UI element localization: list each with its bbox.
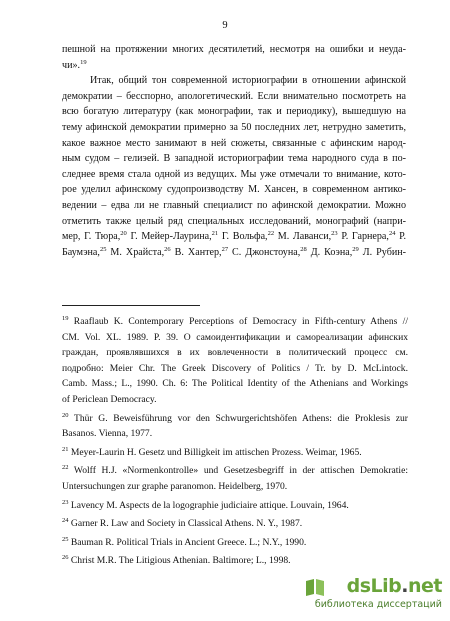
text-run: подробно: Meier Chr. The Greek Discovery of Politics / Tr. by D. McLintock. <box>62 362 408 374</box>
text-run: рое уделил афинскому судопроизводству М. Хансен, в современном антико- <box>62 184 406 196</box>
text-run: В. Хантер, <box>170 246 222 258</box>
footnote-separator <box>62 305 200 306</box>
footnote-ref: 19 <box>80 58 87 66</box>
footnote-ref: 28 <box>300 245 307 253</box>
footnote-ref: 24 <box>388 230 396 238</box>
footnote-ref: 21 <box>211 230 219 238</box>
footnote-ref: 24 <box>62 517 69 525</box>
footnote-ref: 27 <box>221 245 229 253</box>
text-line <box>62 182 406 198</box>
text-line <box>62 245 406 261</box>
text-line <box>62 73 406 89</box>
text-run: Р. <box>395 231 406 243</box>
text-run: Итак, общий тон современной историографии в отношении афинской <box>90 75 406 87</box>
text-line <box>62 445 408 461</box>
footnote <box>62 445 408 461</box>
footnote <box>62 553 408 569</box>
footnote-ref: 25 <box>99 245 107 253</box>
text-line <box>62 229 406 245</box>
footnote-ref: 19 <box>62 315 69 322</box>
text-run: Баумэна, <box>62 246 100 258</box>
text-run: Basanos. Vienna, 1977. <box>62 428 153 440</box>
text-run: Meyer-Laurin H. Gesetz und Billigkeit im attischen Prozess. Weimar, 1965. <box>68 446 362 458</box>
text-run: Garner R. Law and Society in Classical Athens. N. Y., 1987. <box>68 518 303 530</box>
text-run: Г. Вольфа, <box>218 231 268 243</box>
footnote-ref: 29 <box>352 245 359 253</box>
footnote-ref: 26 <box>62 554 69 562</box>
text-run: Camb. Mass.; L., 1990. Ch. 6: The Political Identity of the Athenians and Workings <box>62 378 408 390</box>
text-line <box>62 392 408 408</box>
text-line <box>62 330 408 346</box>
text-run: Christ M.R. The Litigious Athenian. Baltimore; L., 1998. <box>68 555 291 567</box>
body-text <box>62 42 406 260</box>
text-line <box>62 198 406 214</box>
text-run: Wolff H.J. «Normenkontrolle» und Gesetzesbegriff in der attischen Demokratie: <box>68 465 408 477</box>
text-line <box>62 535 408 551</box>
text-line <box>62 167 406 183</box>
text-line <box>62 58 406 74</box>
text-line <box>62 479 408 495</box>
text-line <box>62 151 406 167</box>
watermark-subtitle: библиотека диссертаций <box>314 599 442 610</box>
text-run: Л. Рубин- <box>358 246 406 258</box>
text-run: демократии – бесспорно, апологетический. Если внимательно посмотреть на <box>62 90 406 102</box>
footnote <box>62 463 408 494</box>
text-run: чи». <box>62 59 81 71</box>
text-run: М. Храйста, <box>106 246 165 258</box>
watermark-site: dsLib.net <box>346 575 442 597</box>
text-run: Bauman R. Political Trials in Ancient Greece. L.; N.Y., 1990. <box>68 536 307 548</box>
page-number: 9 <box>222 20 228 31</box>
text-line <box>62 89 406 105</box>
footnote-ref: 23 <box>331 230 338 238</box>
text-run: Г. Мейер-Лаурина, <box>126 231 212 243</box>
text-run: какое важное место занимают в ней сюжеты, связанные с афинским народ- <box>62 137 406 149</box>
text-run: пешной на протяжении многих десятилетий, несмотря на ошибки и неуда- <box>62 44 406 55</box>
footnote <box>62 411 408 442</box>
text-line <box>62 314 408 330</box>
text-run: Д. Коэна, <box>306 246 353 258</box>
text-run: тему афинской демократии примерно за 50 последних лет, нетрудно заметить, <box>62 121 406 133</box>
text-line <box>62 136 406 152</box>
text-run: Raaflaub K. Contemporary Perceptions of Democracy in Fifth-century Athens // <box>68 316 408 327</box>
text-line <box>62 553 408 569</box>
footnote <box>62 498 408 514</box>
footnote <box>62 516 408 532</box>
text-line <box>62 498 408 514</box>
text-run: Р. Гарнера, <box>337 231 389 243</box>
text-line <box>62 214 406 230</box>
footnote <box>62 535 408 551</box>
text-run: ным судом – гелиэей. В западной историографии тема народного суда в по- <box>62 153 406 165</box>
text-run: следнее время стала одной из ведущих. Мы уже отмечали то внимание, кото- <box>62 168 406 180</box>
text-run: Thür G. Beweisführung vor den Schwurgerichtshöfen Athens: die Proklesis zur <box>68 412 408 424</box>
text-line <box>62 120 406 136</box>
footnote-ref: 25 <box>62 535 69 543</box>
book-icon <box>304 577 326 597</box>
text-run: ведении – едва ли не главный специалист по афинской демократии. Можно <box>62 199 406 211</box>
footnote-ref: 23 <box>62 498 69 506</box>
footnote-ref: 21 <box>62 445 69 453</box>
text-line <box>62 411 408 427</box>
text-line <box>62 463 408 479</box>
text-run: of Periclean Democracy. <box>62 393 157 405</box>
footnote-ref: 22 <box>62 464 69 472</box>
text-line <box>62 345 408 361</box>
text-line <box>62 361 408 377</box>
text-run: всю богатую литературу (как монографии, так и периодику), вышедшую на <box>62 106 406 118</box>
footnote-ref: 22 <box>267 230 275 238</box>
text-run: Lavency M. Aspects de la logographie judiciaire attique. Louvain, 1964. <box>68 499 349 511</box>
text-run: CM. Vol. XL. 1989. P. 39. О самоидентификации и самореализации афинских <box>62 331 408 343</box>
footnote-ref: 26 <box>164 245 171 253</box>
watermark[interactable] <box>310 575 442 615</box>
text-run: мер, Г. Тюра, <box>62 231 121 243</box>
text-run: отметить также целый ряд специальных исследований, монографий (напри- <box>62 215 406 227</box>
footnotes <box>62 314 408 569</box>
text-line <box>62 104 406 120</box>
footnote <box>62 314 408 408</box>
text-run: граждан, проявлявшихся в их вовлеченности в политический процесс см. <box>62 347 408 359</box>
footnote-ref: 20 <box>62 411 69 419</box>
footnote-ref: 20 <box>120 230 127 238</box>
text-line <box>62 376 408 392</box>
text-line <box>62 426 408 442</box>
text-run: С. Джонстоуна, <box>228 246 301 258</box>
text-line <box>62 516 408 532</box>
text-run: Untersuchungen zur graphe paranomon. Heidelberg, 1970. <box>62 480 288 492</box>
text-line <box>62 42 406 58</box>
text-run: М. Лаванси, <box>274 231 332 243</box>
